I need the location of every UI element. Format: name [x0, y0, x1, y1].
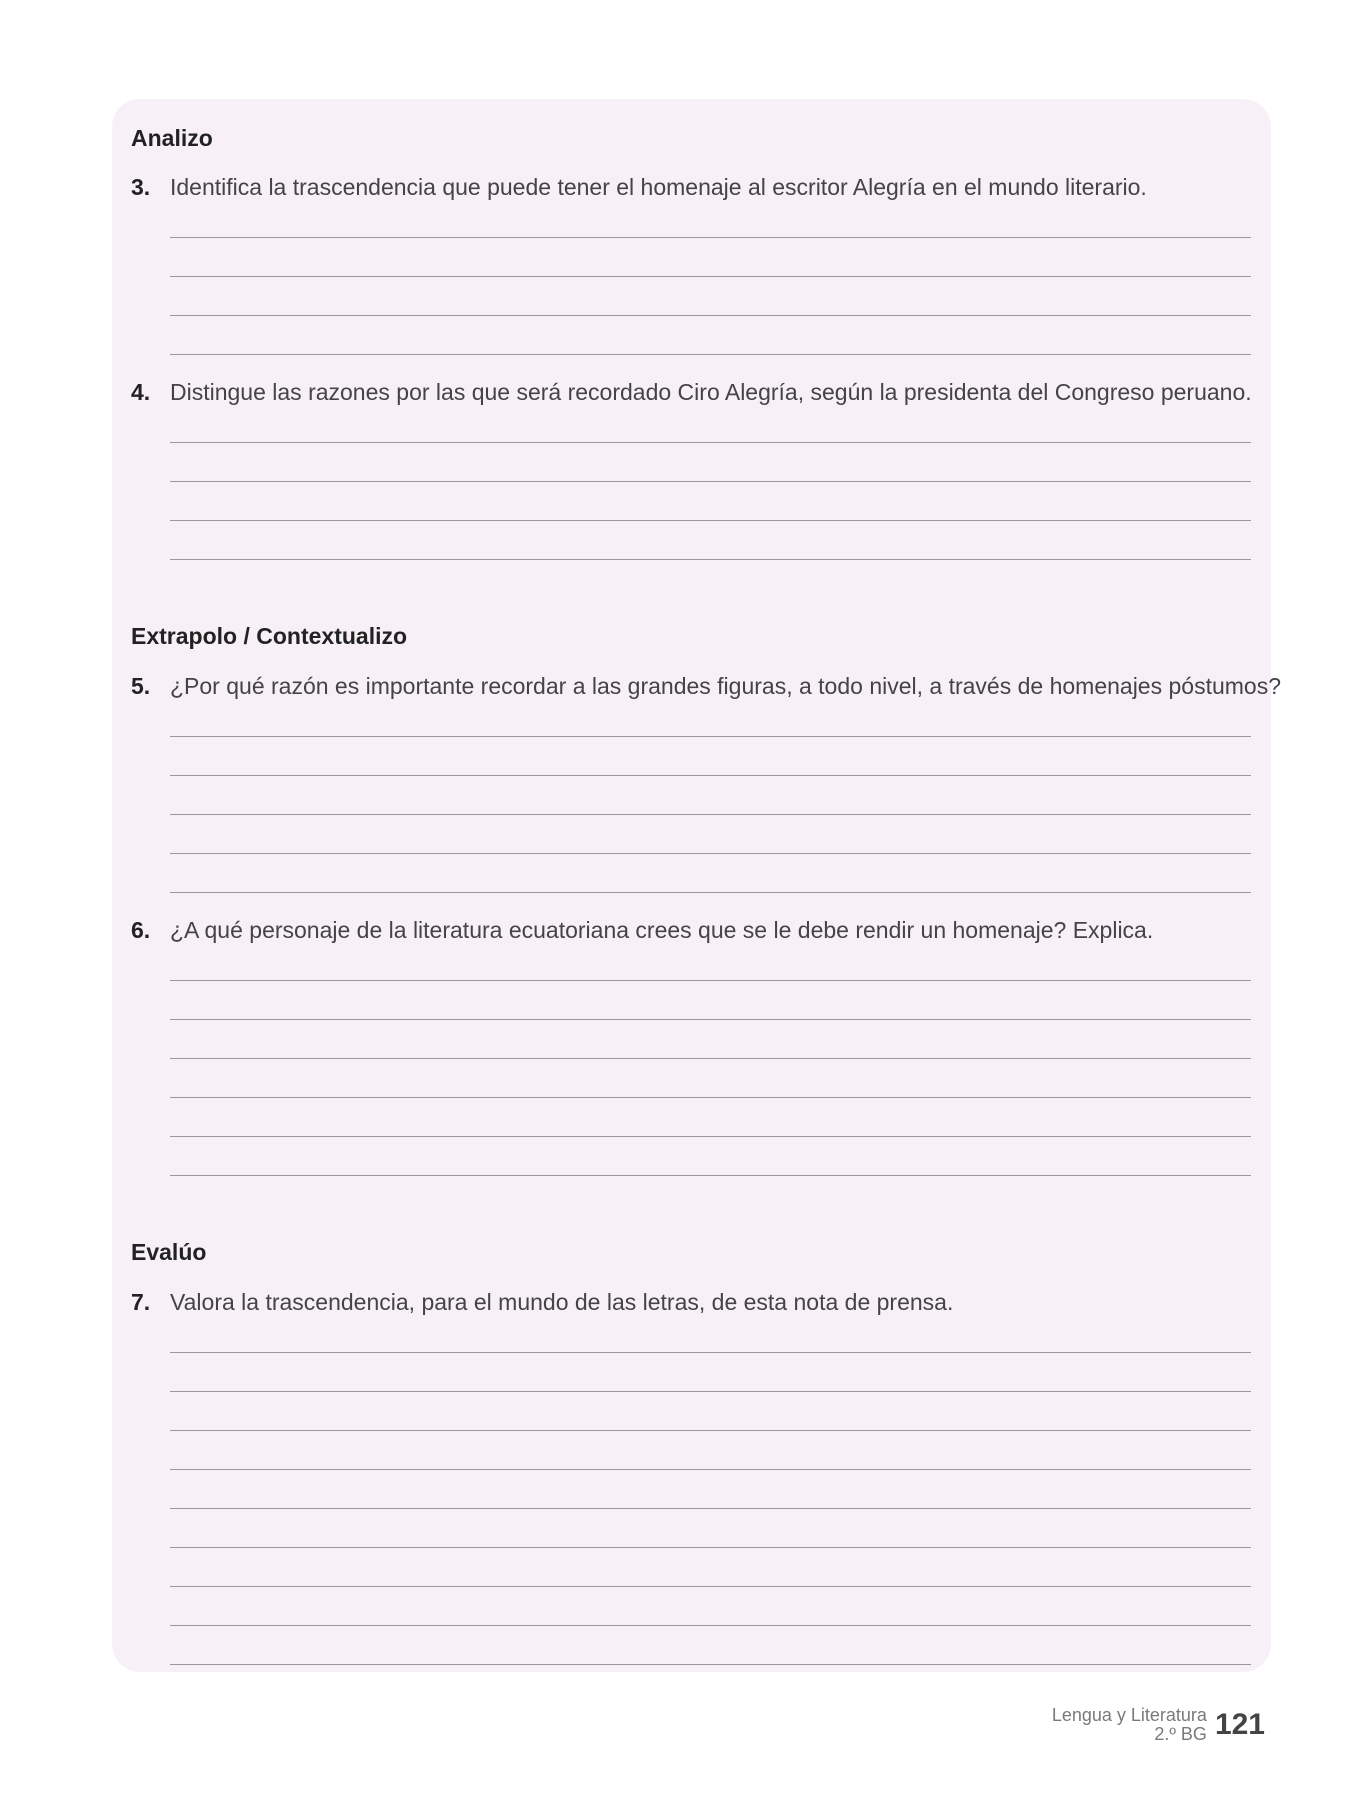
- question-text: Identifica la trascendencia que puede tener el homenaje al escritor Alegría en el mundo literario.: [170, 174, 1147, 200]
- question-number: 7.: [131, 1289, 151, 1315]
- footer-label: [1052, 1706, 1207, 1744]
- answer-line[interactable]: [170, 981, 1251, 1020]
- answer-line[interactable]: [170, 1137, 1251, 1176]
- answer-line[interactable]: [170, 277, 1251, 316]
- subject-name: Lengua y Literatura: [1051, 1705, 1207, 1725]
- section-heading-extrapolo: Extrapolo / Contextualizo: [131, 623, 408, 649]
- page-footer: [1052, 1700, 1265, 1750]
- section-heading-analizo: Analizo: [131, 125, 213, 151]
- question-number: 4.: [131, 379, 151, 405]
- answer-line[interactable]: [170, 521, 1251, 560]
- answer-line[interactable]: [170, 404, 1251, 443]
- question-text: ¿Por qué razón es importante recordar a las grandes figuras, a todo nivel, a través de homenajes póstumos?: [170, 673, 1281, 699]
- answer-lines-q5[interactable]: [170, 698, 1251, 893]
- answer-line[interactable]: [170, 1059, 1251, 1098]
- answer-line[interactable]: [170, 942, 1251, 981]
- grade-label: 2.º BG: [1154, 1724, 1207, 1744]
- answer-line[interactable]: [170, 1431, 1251, 1470]
- answer-line[interactable]: [170, 737, 1251, 776]
- answer-line[interactable]: [170, 316, 1251, 355]
- answer-lines-q7[interactable]: [170, 1314, 1251, 1665]
- answer-line[interactable]: [170, 1548, 1251, 1587]
- answer-line[interactable]: [170, 1353, 1251, 1392]
- question-text: Valora la trascendencia, para el mundo de las letras, de esta nota de prensa.: [170, 1289, 954, 1315]
- answer-line[interactable]: [170, 199, 1251, 238]
- answer-line[interactable]: [170, 1020, 1251, 1059]
- answer-line[interactable]: [170, 854, 1251, 893]
- question-text: Distingue las razones por las que será recordado Ciro Alegría, según la presidenta del Congreso peruano.: [170, 379, 1252, 405]
- answer-line[interactable]: [170, 1470, 1251, 1509]
- question-number: 5.: [131, 673, 151, 699]
- answer-line[interactable]: [170, 815, 1251, 854]
- answer-line[interactable]: [170, 698, 1251, 737]
- answer-line[interactable]: [170, 1509, 1251, 1548]
- question-number: 3.: [131, 174, 151, 200]
- answer-line[interactable]: [170, 1587, 1251, 1626]
- answer-line[interactable]: [170, 1098, 1251, 1137]
- answer-line[interactable]: [170, 482, 1251, 521]
- answer-line[interactable]: [170, 1392, 1251, 1431]
- page-number: 121: [1214, 1708, 1265, 1741]
- answer-lines-q6[interactable]: [170, 942, 1251, 1176]
- question-text: ¿A qué personaje de la literatura ecuatoriana crees que se le debe rendir un homenaje? Explica.: [170, 917, 1154, 943]
- answer-line[interactable]: [170, 238, 1251, 277]
- answer-line[interactable]: [170, 443, 1251, 482]
- answer-line[interactable]: [170, 1626, 1251, 1665]
- answer-line[interactable]: [170, 776, 1251, 815]
- section-heading-evaluo: Evalúo: [131, 1239, 207, 1265]
- answer-line[interactable]: [170, 1314, 1251, 1353]
- answer-lines-q3[interactable]: [170, 199, 1251, 355]
- question-number: 6.: [131, 917, 151, 943]
- answer-lines-q4[interactable]: [170, 404, 1251, 560]
